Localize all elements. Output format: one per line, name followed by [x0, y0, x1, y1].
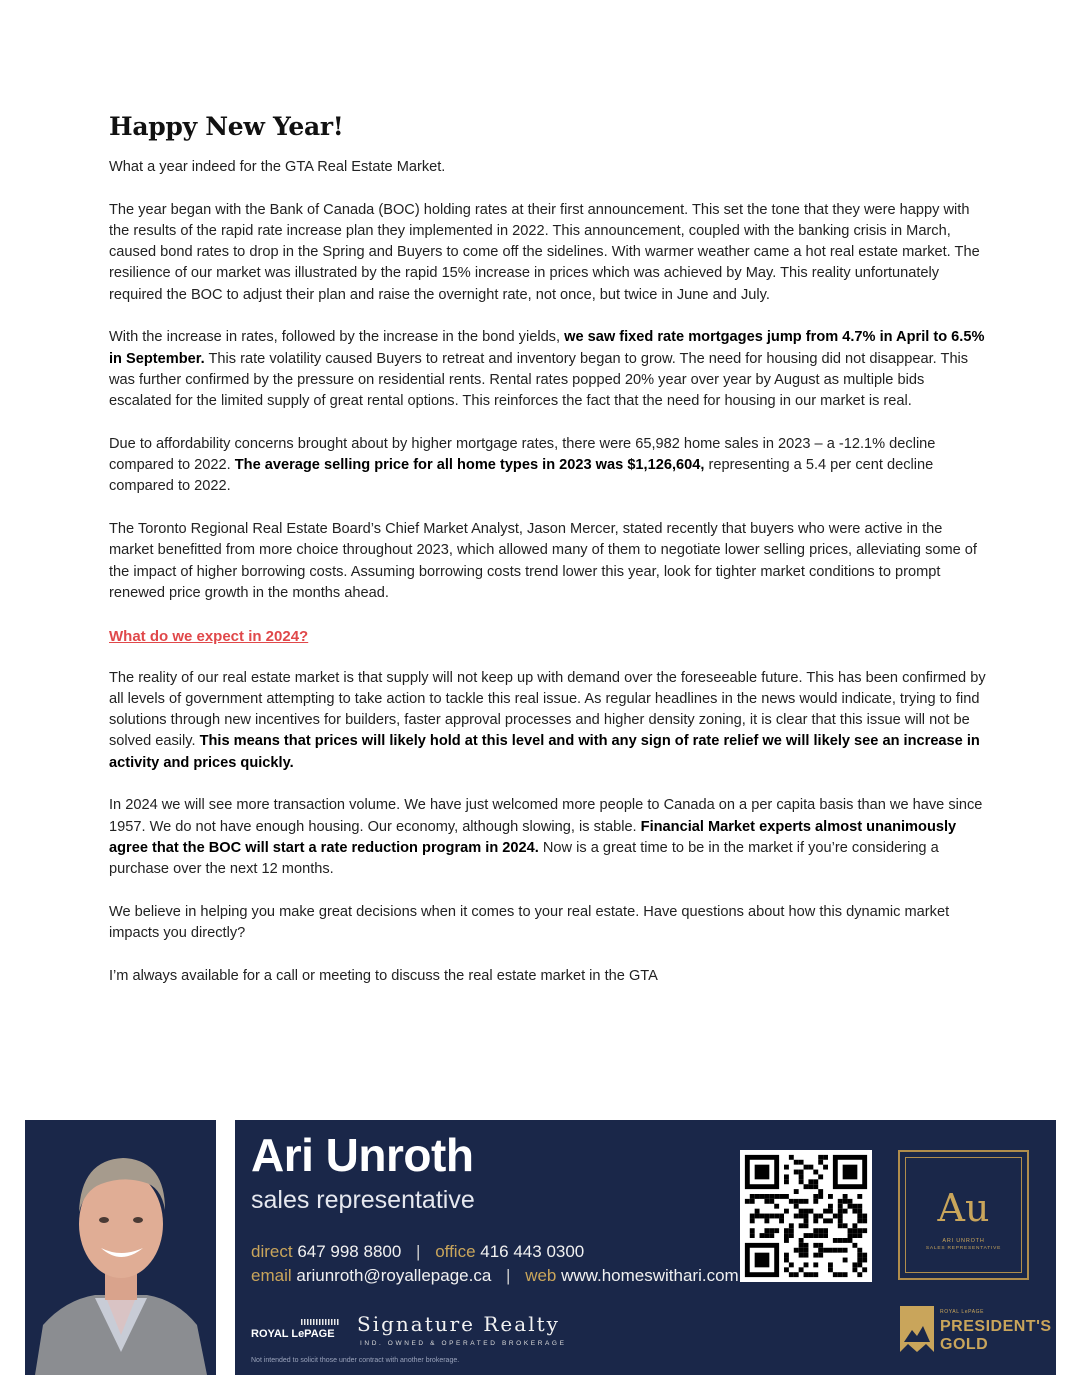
paragraph-boc: The year began with the Bank of Canada (BOC) holding rates at their first announcement. This set the tone that they were happy with the results of the rapid rate increase plan they implemented in 2022. This announcement, coupled with the banking crisis in March, caused bond rates to drop in the Spring and Buyers to come off the sidelines. With warmer weather came a hot real estate market. The resilience of our market was illustrated by the rapid 15% increase in prices which was achieved by May. This reality unfortunately required the BOC to adjust their plan and raise the overnight rate, not once, but twice in June and July. — [109, 201, 980, 303]
monogram-letters: Au — [937, 1186, 990, 1230]
royal-lepage-mark — [251, 1316, 345, 1340]
monogram-logo — [898, 1150, 1029, 1280]
office-label: office — [435, 1242, 476, 1261]
article-title: Happy New Year! — [109, 112, 344, 141]
office-phone[interactable]: 416 443 0300 — [480, 1242, 585, 1261]
email-link[interactable]: ariunroth@royallepage.ca — [296, 1266, 492, 1285]
intro-paragraph: What a year indeed for the GTA Real Estate Market. — [109, 159, 446, 175]
agent-role: sales representative — [251, 1186, 475, 1214]
contact-phones — [251, 1242, 584, 1262]
bold-text: This means that prices will likely hold at this level and with any sign of rate relief we will likely see an increase in activity and prices quickly. — [109, 733, 980, 771]
monogram-subtitle: SALES REPRESENTATIVE — [925, 1246, 1002, 1251]
qr-code-graphic — [740, 1150, 872, 1282]
bold-text: we saw fixed rate mortgages jump from 4.7% in April to 6.5% in September. — [109, 329, 985, 367]
text: The reality of our real estate market is that supply will not keep up with demand over the foreseeable future. This has been confirmed by all levels of government attempting to take action to tackle this real issue. As regular headlines in the news would indicate, trying to find solutions through new incentives for builders, faster approval processes and higher density zoning, it is clear that this issue will not be solved easily. — [109, 669, 986, 750]
bold-text: Financial Market experts almost unanimously agree that the BOC will start a rate reduction program in 2024. — [109, 818, 957, 856]
paragraph-sales — [109, 434, 989, 498]
monogram-name: ARI UNROTH — [942, 1238, 985, 1244]
agent-portrait-illustration — [25, 1120, 216, 1375]
separator: | — [416, 1242, 421, 1261]
text: Now is a great time to be in the market if you’re considering a purchase over the next 12 months. — [109, 839, 939, 878]
presidents-gold-award — [898, 1306, 1052, 1354]
agent-photo — [25, 1120, 216, 1375]
royal-lepage-text: ROYAL LePAGE — [251, 1328, 335, 1340]
royal-lepage-logo — [251, 1316, 345, 1340]
section-heading-2024: What do we expect in 2024? — [109, 627, 309, 645]
award-title: PRESIDENT'S GOLD — [940, 1318, 1052, 1353]
direct-label: direct — [251, 1242, 293, 1261]
paragraph-trreb: The Toronto Regional Real Estate Board’s Chief Market Analyst, Jason Mercer, stated recently that buyers who were active in the market benefitted from more choice throughout 2023, which allowed many of them to negotiate lower selling prices, alleviating some of the impact of higher borrowing costs. Assuming borrowing costs trend lower this year, look for tighter market conditions to prompt renewed price growth in the months ahead. — [109, 521, 977, 601]
text: Due to affordability concerns brought about by higher mortgage rates, there were 65,982 home sales in 2023 – a -12.1% decline compared to 2022. — [109, 435, 936, 474]
award-ribbon-icon — [898, 1306, 936, 1354]
website-link[interactable]: www.homeswithari.com — [561, 1266, 739, 1285]
brokerage-name: Signature Realty — [357, 1312, 560, 1336]
newsletter-article — [109, 112, 989, 1008]
paragraph-closing: I’m always available for a call or meeting to discuss the real estate market in the GTA — [109, 967, 658, 984]
text: This rate volatility caused Buyers to retreat and inventory began to grow. The need for housing did not disappear. This was further confirmed by the pressure on residential rents. Rental rates popped 20% year over year by August as multiple bids escalated for the limited supply of great rental options. This reinforces the fact that the need for housing in our market is real. — [109, 350, 969, 410]
separator: | — [506, 1266, 511, 1285]
bold-text: The average selling price for all home types in 2023 was $1,126,604, — [234, 457, 705, 474]
agent-name: Ari Unroth — [251, 1129, 474, 1181]
text: With the increase in rates, followed by the increase in the bond yields, — [109, 329, 565, 346]
brokerage-subtitle: IND. OWNED & OPERATED BROKERAGE — [360, 1340, 567, 1347]
text: In 2024 we will see more transaction volume. We have just welcomed more people to Canada on a per capita basis than we have since 1957. We do not have enough housing. Our economy, although slowing, is stable. — [109, 797, 983, 835]
contact-online — [251, 1266, 739, 1286]
qr-code[interactable] — [740, 1150, 872, 1282]
email-label: email — [251, 1266, 292, 1285]
award-brand: ROYAL LePAGE — [940, 1309, 985, 1315]
direct-phone[interactable]: 647 998 8800 — [297, 1242, 402, 1261]
paragraph-rates — [109, 327, 989, 412]
paragraph-help: We believe in helping you make great decisions when it comes to your real estate. Have questions about how this dynamic market impacts you directly? — [109, 903, 950, 942]
disclaimer: Not intended to solicit those under contract with another brokerage. — [251, 1357, 460, 1364]
web-label: web — [525, 1266, 557, 1285]
agent-banner — [235, 1120, 1056, 1375]
paragraph-supply — [109, 668, 989, 774]
paragraph-volume — [109, 795, 989, 880]
text: representing a 5.4 per cent decline compared to 2022. — [109, 457, 934, 495]
